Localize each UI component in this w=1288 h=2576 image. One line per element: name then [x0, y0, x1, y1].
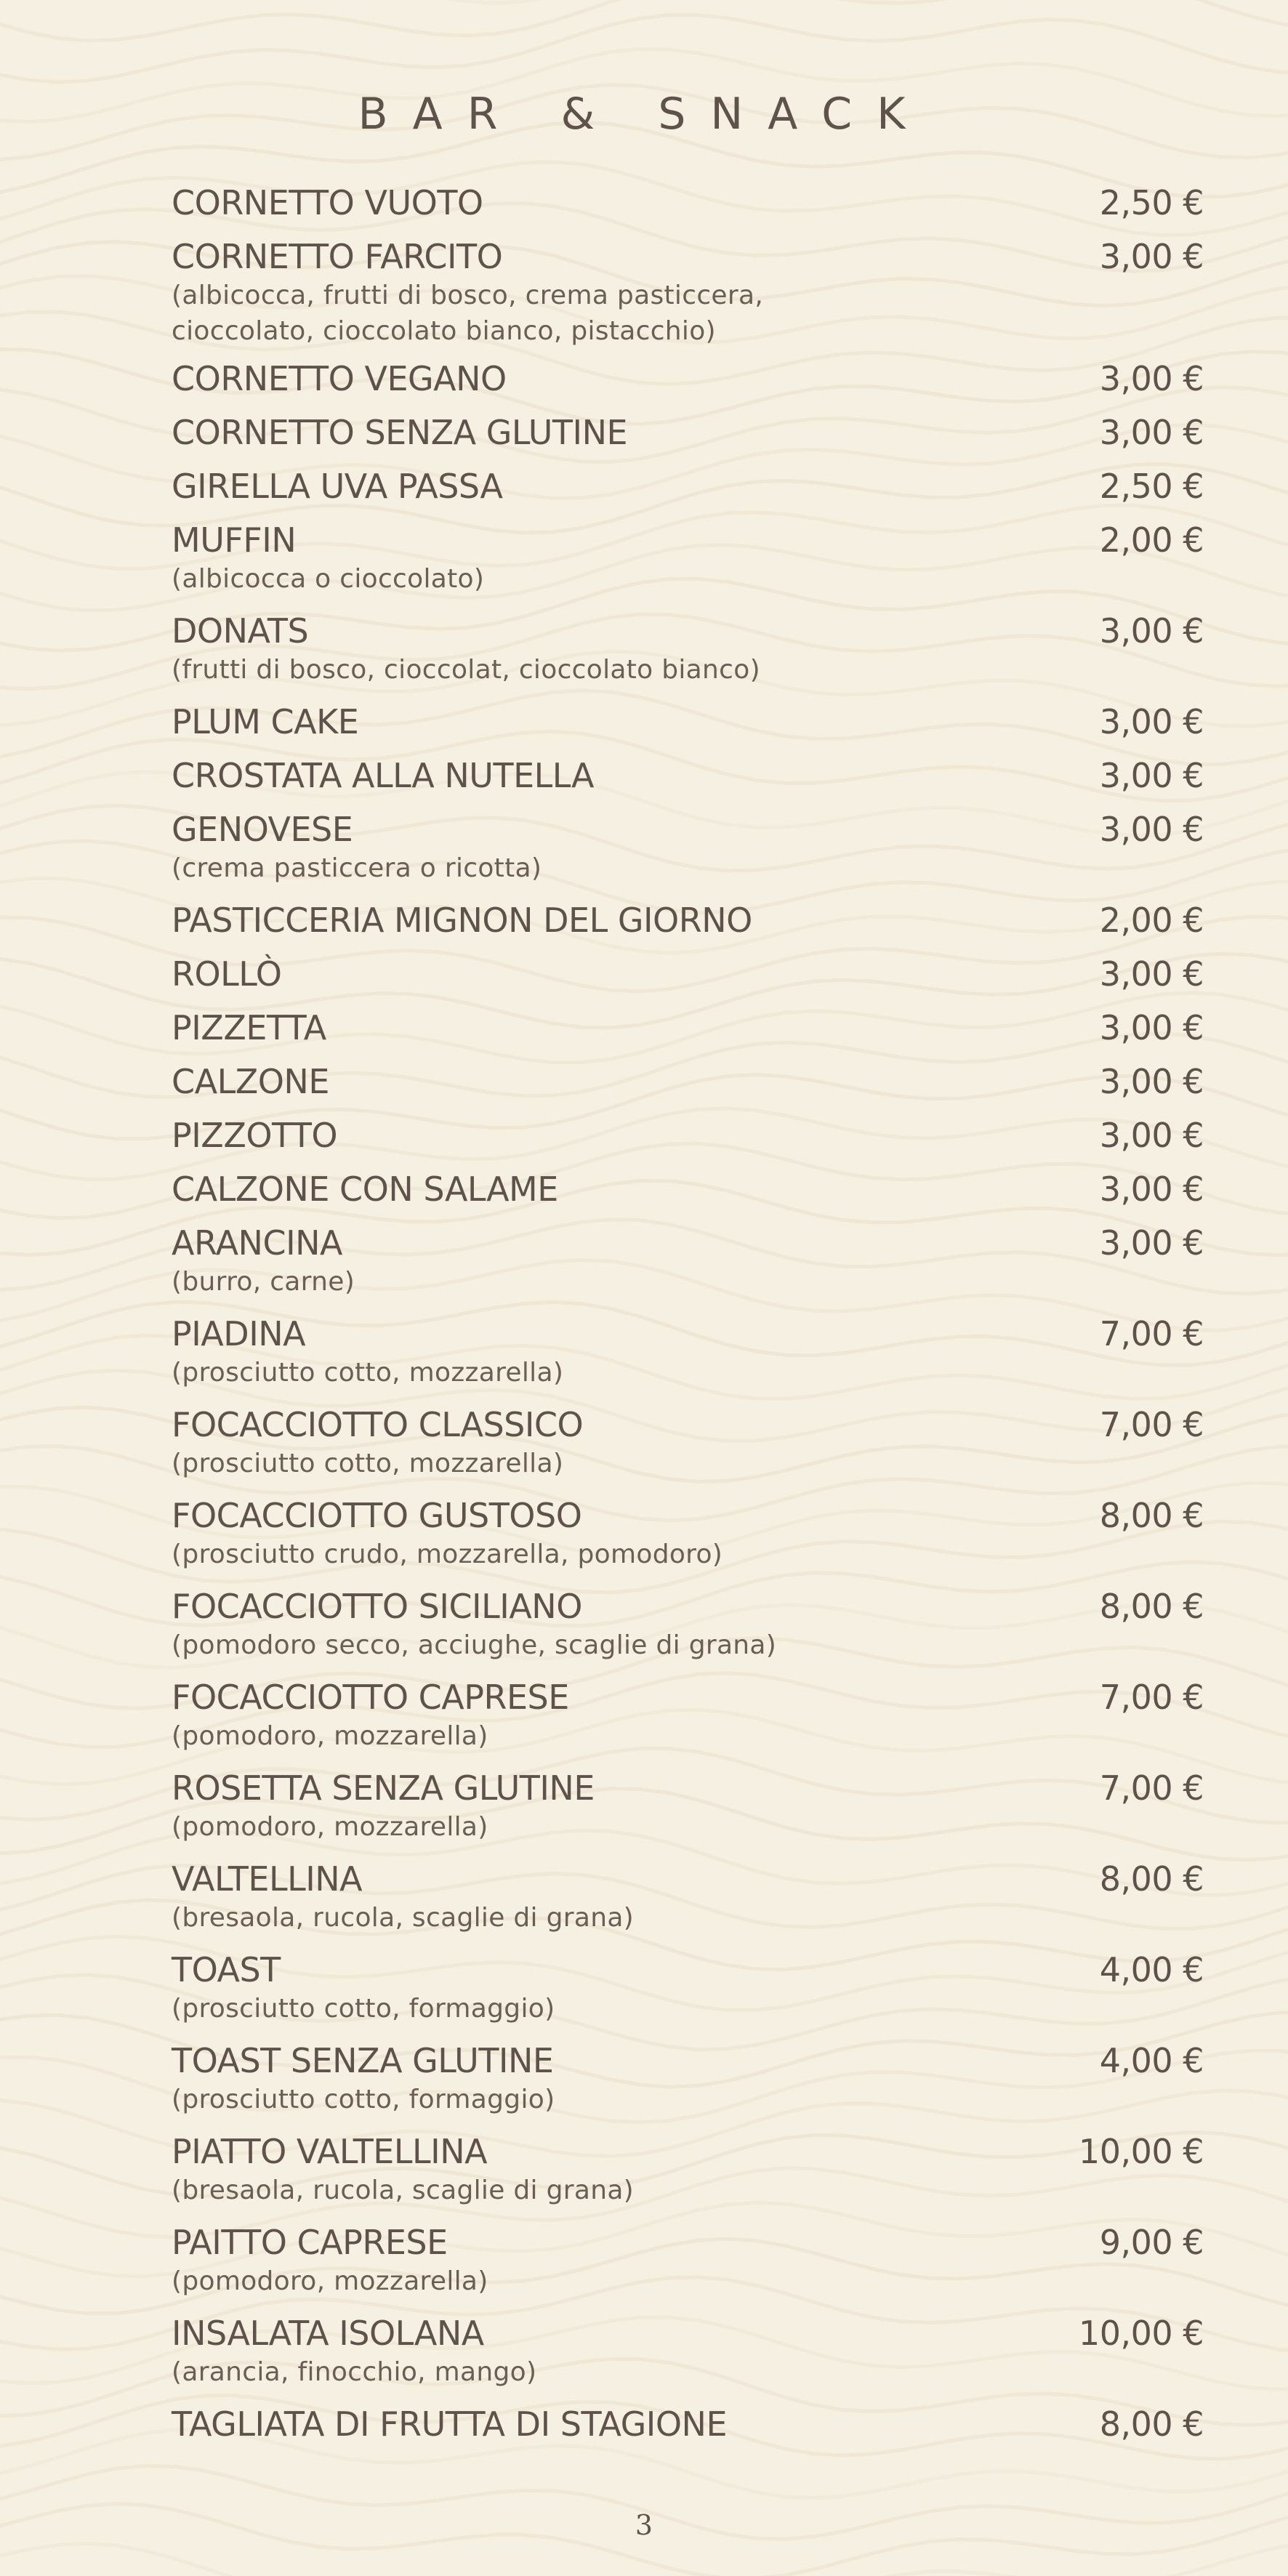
menu-item-description: (pomodoro, mozzarella): [172, 2266, 488, 2296]
menu-item-description: (pomodoro, mozzarella): [172, 1812, 488, 1842]
menu-item-price: 7,00 €: [1099, 1768, 1204, 1808]
menu-item-price: 8,00 €: [1099, 2404, 1204, 2444]
menu-item: [172, 510, 1204, 601]
menu-item-name: CALZONE CON SALAME: [172, 1170, 558, 1209]
menu-item-description: (burro, carne): [172, 1267, 355, 1297]
menu-item-description: (prosciutto cotto, formaggio): [172, 2085, 555, 2114]
menu-item-name: TAGLIATA DI FRUTTA DI STAGIONE: [172, 2404, 728, 2444]
menu-item-price: 3,00 €: [1099, 1170, 1204, 1209]
menu-item-description: (prosciutto cotto, mozzarella): [172, 1449, 564, 1478]
menu-item-name: FOCACCIOTTO SICILIANO: [172, 1587, 582, 1626]
menu-item: [172, 601, 1204, 692]
menu-item-name: PASTICCERIA MIGNON DEL GIORNO: [172, 901, 752, 940]
menu-item-name: INSALATA ISOLANA: [172, 2314, 484, 2353]
menu-list: [172, 173, 1204, 2448]
menu-item: [172, 944, 1204, 998]
menu-item: [172, 1940, 1204, 2031]
menu-item-price: 4,00 €: [1099, 1950, 1204, 1989]
menu-item: [172, 2303, 1204, 2394]
menu-item-name: CROSTATA ALLA NUTELLA: [172, 756, 594, 795]
menu-item-price: 3,00 €: [1099, 1116, 1204, 1155]
menu-item-price: 3,00 €: [1099, 611, 1204, 651]
menu-item-price: 4,00 €: [1099, 2041, 1204, 2080]
menu-item-price: 7,00 €: [1099, 1314, 1204, 1353]
menu-item: [172, 890, 1204, 944]
menu-item-name: CORNETTO SENZA GLUTINE: [172, 413, 628, 452]
menu-item-name: ARANCINA: [172, 1223, 343, 1263]
menu-item: [172, 692, 1204, 746]
menu-item-price: 3,00 €: [1099, 954, 1204, 994]
menu-item-name: PIATTO VALTELLINA: [172, 2132, 488, 2171]
menu-item-description: (prosciutto cotto, formaggio): [172, 1994, 555, 2024]
menu-item-description: (albicocca o cioccolato): [172, 564, 485, 594]
menu-item-price: 3,00 €: [1099, 359, 1204, 398]
menu-item: [172, 1849, 1204, 1940]
menu-item: [172, 1395, 1204, 1486]
menu-item-name: GIRELLA UVA PASSA: [172, 467, 503, 506]
menu-item-name: TOAST: [172, 1950, 281, 1989]
menu-item: [172, 746, 1204, 800]
menu-item-price: 8,00 €: [1099, 1859, 1204, 1899]
menu-item-price: 3,00 €: [1099, 1223, 1204, 1263]
menu-item: [172, 1486, 1204, 1577]
menu-item-price: 3,00 €: [1099, 702, 1204, 741]
menu-item-price: 7,00 €: [1099, 1405, 1204, 1444]
menu-item-price: 8,00 €: [1099, 1496, 1204, 1535]
menu-item-name: PIADINA: [172, 1314, 306, 1353]
menu-item-price: 2,00 €: [1099, 520, 1204, 560]
menu-item: [172, 2394, 1204, 2448]
menu-item: [172, 349, 1204, 403]
menu-item-name: PIZZOTTO: [172, 1116, 338, 1155]
menu-item: [172, 1159, 1204, 1213]
menu-item-name: DONATS: [172, 611, 309, 651]
menu-item: [172, 1106, 1204, 1159]
menu-item-name: MUFFIN: [172, 520, 297, 560]
menu-item-name: TOAST SENZA GLUTINE: [172, 2041, 554, 2080]
menu-item-description: (bresaola, rucola, scaglie di grana): [172, 1903, 635, 1933]
menu-item-price: 2,50 €: [1099, 183, 1204, 222]
menu-item-price: 3,00 €: [1099, 237, 1204, 276]
menu-item-description: (prosciutto cotto, mozzarella): [172, 1358, 564, 1388]
menu-item: [172, 227, 1204, 349]
menu-item: [172, 800, 1204, 890]
menu-item: [172, 998, 1204, 1052]
menu-item: [172, 1213, 1204, 1304]
menu-item-price: 3,00 €: [1099, 1008, 1204, 1047]
menu-item: [172, 1577, 1204, 1667]
menu-item: [172, 1052, 1204, 1106]
menu-item-name: ROSETTA SENZA GLUTINE: [172, 1768, 595, 1808]
menu-item-price: 2,00 €: [1099, 901, 1204, 940]
menu-item-name: PAITTO CAPRESE: [172, 2223, 448, 2262]
menu-item-price: 3,00 €: [1099, 1062, 1204, 1101]
menu-item-description: (albicocca, frutti di bosco, crema pasticcera, cioccolato, cioccolato bianco, pistacchio): [172, 281, 764, 346]
menu-item-price: 3,00 €: [1099, 810, 1204, 849]
menu-item-name: CORNETTO FARCITO: [172, 237, 503, 276]
menu-item: [172, 1667, 1204, 1758]
menu-item: [172, 2031, 1204, 2122]
menu-item-price: 2,50 €: [1099, 467, 1204, 506]
menu-item-description: (pomodoro secco, acciughe, scaglie di grana): [172, 1630, 777, 1660]
menu-item-price: 10,00 €: [1078, 2132, 1204, 2171]
menu-item: [172, 2213, 1204, 2303]
menu-item-description: (bresaola, rucola, scaglie di grana): [172, 2175, 635, 2205]
menu-item: [172, 173, 1204, 227]
menu-item: [172, 456, 1204, 510]
page-number: 3: [635, 2509, 653, 2541]
menu-item-price: 7,00 €: [1099, 1678, 1204, 1717]
menu-item-name: FOCACCIOTTO GUSTOSO: [172, 1496, 582, 1535]
menu-item-name: ROLLÒ: [172, 954, 282, 994]
menu-item-description: (frutti di bosco, cioccolat, cioccolato bianco): [172, 655, 760, 685]
menu-item-price: 3,00 €: [1099, 413, 1204, 452]
menu-item-name: GENOVESE: [172, 810, 353, 849]
menu-item-price: 8,00 €: [1099, 1587, 1204, 1626]
menu-item-price: 10,00 €: [1078, 2314, 1204, 2353]
menu-item-name: CALZONE: [172, 1062, 329, 1101]
menu-item-name: FOCACCIOTTO CAPRESE: [172, 1678, 569, 1717]
menu-item-description: (arancia, finocchio, mango): [172, 2357, 537, 2387]
menu-item-description: (prosciutto crudo, mozzarella, pomodoro): [172, 1539, 723, 1569]
menu-item: [172, 1758, 1204, 1849]
menu-item: [172, 1304, 1204, 1395]
menu-item-name: VALTELLINA: [172, 1859, 363, 1899]
menu-item-description: (pomodoro, mozzarella): [172, 1721, 488, 1751]
menu-item-price: 9,00 €: [1099, 2223, 1204, 2262]
menu-item-name: PLUM CAKE: [172, 702, 359, 741]
menu-item-name: CORNETTO VEGANO: [172, 359, 507, 398]
menu-item-name: FOCACCIOTTO CLASSICO: [172, 1405, 584, 1444]
menu-item: [172, 2122, 1204, 2213]
menu-item-price: 3,00 €: [1099, 756, 1204, 795]
menu-item-name: CORNETTO VUOTO: [172, 183, 483, 222]
menu-item-description: (crema pasticcera o ricotta): [172, 853, 542, 883]
page-title: BAR & SNACK: [358, 89, 930, 140]
menu-item-name: PIZZETTA: [172, 1008, 326, 1047]
menu-item: [172, 403, 1204, 456]
